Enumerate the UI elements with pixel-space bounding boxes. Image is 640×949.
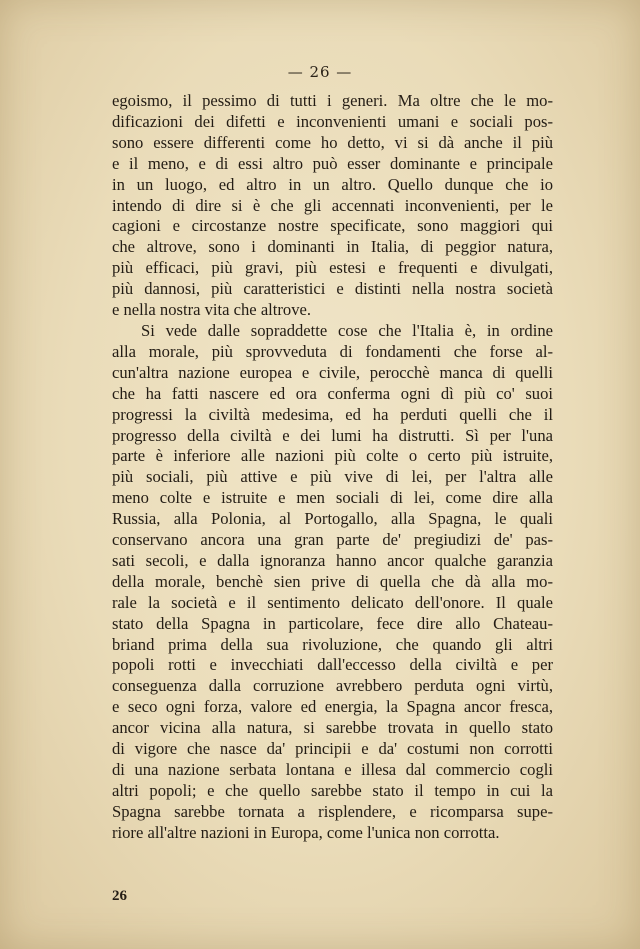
text-line: Spagna sarebbe tornata a risplendere, e ricomparsa supe-	[112, 801, 553, 821]
text-line: intendo di dire si è che gli accennati inconvenienti, per le	[112, 195, 553, 215]
text-line: e nella nostra vita che altrove.	[112, 300, 312, 320]
text-line: altri popoli; e che quello sarebbe stato il tempo in cui la	[112, 780, 553, 800]
text-line: dificazioni dei difetti e inconvenienti umani e sociali pos-	[112, 111, 553, 131]
text-line: alla morale, più sprovveduta di fondamenti che forse al-	[112, 341, 553, 361]
text-line: e il meno, e di essi altro può esser dominante e principale	[112, 153, 553, 173]
text-line: sono essere differenti come ho detto, vi si dà anche il più	[112, 132, 553, 152]
text-line: che ha fatti nascere ed ora conferma ogni dì più co' suoi	[112, 383, 553, 403]
page-number-header: — 26 —	[287, 63, 353, 81]
text-line: di una nazione serbata lontana e illesa dal commercio cogli	[112, 760, 553, 779]
text-line: cun'altra nazione europea e civile, perocchè manca di quelli	[112, 362, 553, 382]
text-line: della morale, benchè sien prive di quella che dà alla mo-	[112, 571, 553, 591]
text-line: di vigore che nasce da' principii e da' costumi non corrotti	[112, 739, 553, 759]
text-line: riore all'altre nazioni in Europa, come l'unica non corrotta.	[112, 822, 500, 842]
text-line: egoismo, il pessimo di tutti i generi. Ma oltre che le mo-	[112, 91, 553, 110]
body-text	[112, 91, 553, 844]
text-line: ancor vicina alla natura, si sarebbe trovata in quello stato	[112, 718, 553, 738]
text-line: e seco ogni forza, valore ed energia, la Spagna ancor fresca,	[112, 697, 553, 717]
text-line: parte è inferiore alle nazioni più colte o certo più istruite,	[112, 446, 553, 466]
text-line: popoli rotti e invecchiati dall'eccesso della civiltà e per	[112, 655, 553, 675]
text-line: Russia, alla Polonia, al Portogallo, alla Spagna, le quali	[112, 509, 553, 529]
text-line: conseguenza dalla corruzione avrebbero perduta ogni virtù,	[112, 676, 553, 696]
text-line: più dannosi, più caratteristici e distinti nella nostra società	[112, 279, 553, 299]
text-line: sati secoli, e dalla ignoranza hanno ancor qualche garanzia	[112, 550, 553, 570]
text-line: progressi la civiltà medesima, ed ha perduti quelli che il	[112, 404, 553, 424]
text-line: stato della Spagna in particolare, fece dire allo Chateau-	[112, 613, 553, 633]
text-line: più sociali, più attive e più vive di lei, per l'altra alle	[112, 467, 553, 487]
text-line: in un luogo, ed altro in un altro. Quello dunque che io	[112, 174, 553, 194]
text-line: che altrove, sono i dominanti in Italia, di peggior natura,	[112, 237, 553, 257]
text-line: più efficaci, più gravi, più estesi e frequenti e divulgati,	[112, 258, 553, 278]
text-line: cagioni e circostanze nostre specificate, sono maggiori qui	[112, 216, 553, 236]
text-line: rale la società e il sentimento delicato dell'onore. Il quale	[112, 592, 553, 612]
text-line: briand prima della sua rivoluzione, che quando gli altri	[112, 634, 553, 654]
text-line: meno colte e istruite e men sociali di lei, come dire alla	[112, 488, 553, 508]
text-line: Si vede dalle sopraddette cose che l'Italia è, in ordine	[141, 320, 553, 340]
signature-mark: 26	[112, 888, 127, 904]
text-line: conservano ancora una gran parte de' pregiudizi de' pas-	[112, 530, 553, 550]
text-line: progresso della civiltà e dei lumi ha distrutti. Sì per l'una	[112, 425, 553, 445]
